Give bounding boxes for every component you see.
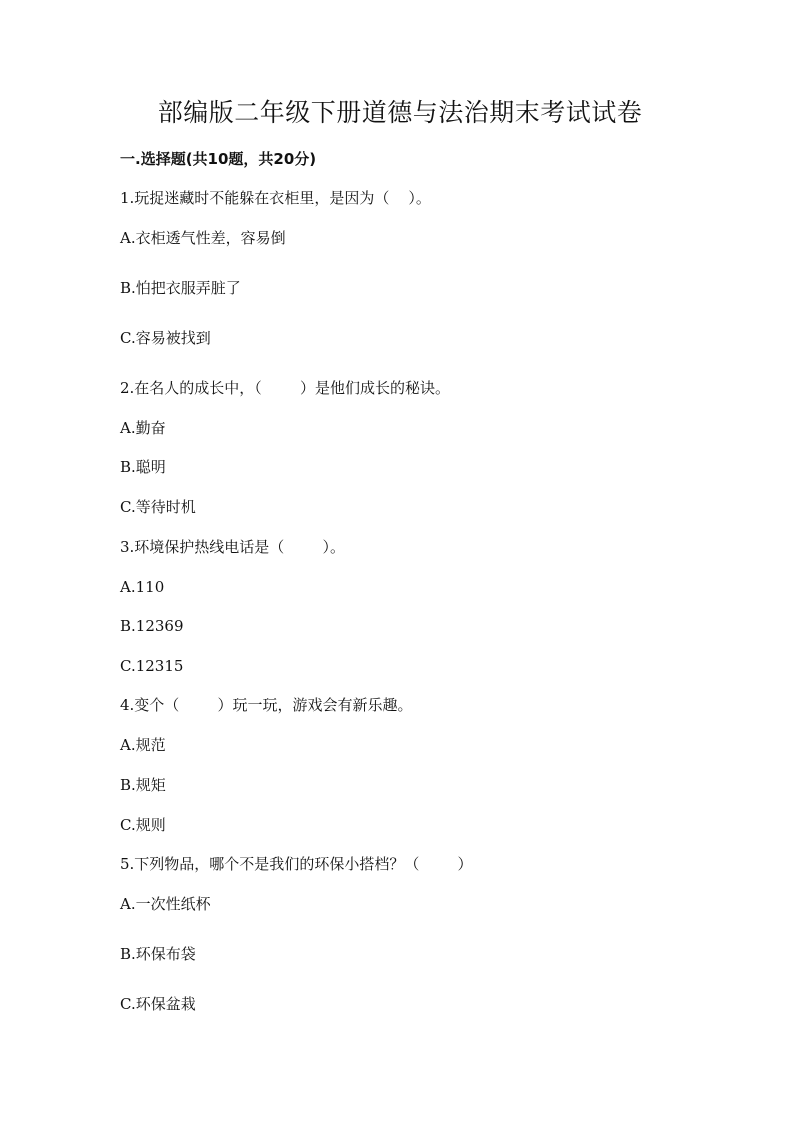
question-1-option-a: A.衣柜透气性差，容易倒	[120, 229, 286, 247]
question-2-option-a: A.勤奋	[120, 419, 166, 437]
question-5-stem: 5.下列物品，哪个不是我们的环保小搭档？（ ）	[120, 855, 473, 873]
question-2-option-c: C.等待时机	[120, 498, 196, 516]
exam-title: 部编版二年级下册道德与法治期末考试试卷	[157, 98, 643, 127]
question-3-option-a: A.110	[120, 578, 165, 596]
question-4-option-b: B.规矩	[120, 776, 166, 794]
question-5-option-c: C.环保盆栽	[120, 995, 196, 1013]
question-3-option-b: B.12369	[120, 617, 184, 635]
question-1-stem: 1.玩捉迷藏时不能躲在衣柜里，是因为（ ）。	[120, 189, 431, 207]
question-4-stem: 4.变个（ ）玩一玩，游戏会有新乐趣。	[120, 696, 413, 714]
question-1-option-b: B.怕把衣服弄脏了	[120, 279, 241, 297]
question-1-option-c: C.容易被找到	[120, 329, 211, 347]
question-3-option-c: C.12315	[120, 657, 184, 675]
question-5-option-b: B.环保布袋	[120, 945, 196, 963]
question-4-option-c: C.规则	[120, 816, 166, 834]
question-2-option-b: B.聪明	[120, 458, 166, 476]
question-2-stem: 2.在名人的成长中，（ ）是他们成长的秘诀。	[120, 379, 450, 397]
section-heading: 一.选择题(共10题，共20分)	[120, 150, 317, 168]
question-5-option-a: A.一次性纸杯	[120, 895, 211, 913]
question-4-option-a: A.规范	[120, 736, 166, 754]
question-3-stem: 3.环境保护热线电话是（ ）。	[120, 538, 345, 556]
